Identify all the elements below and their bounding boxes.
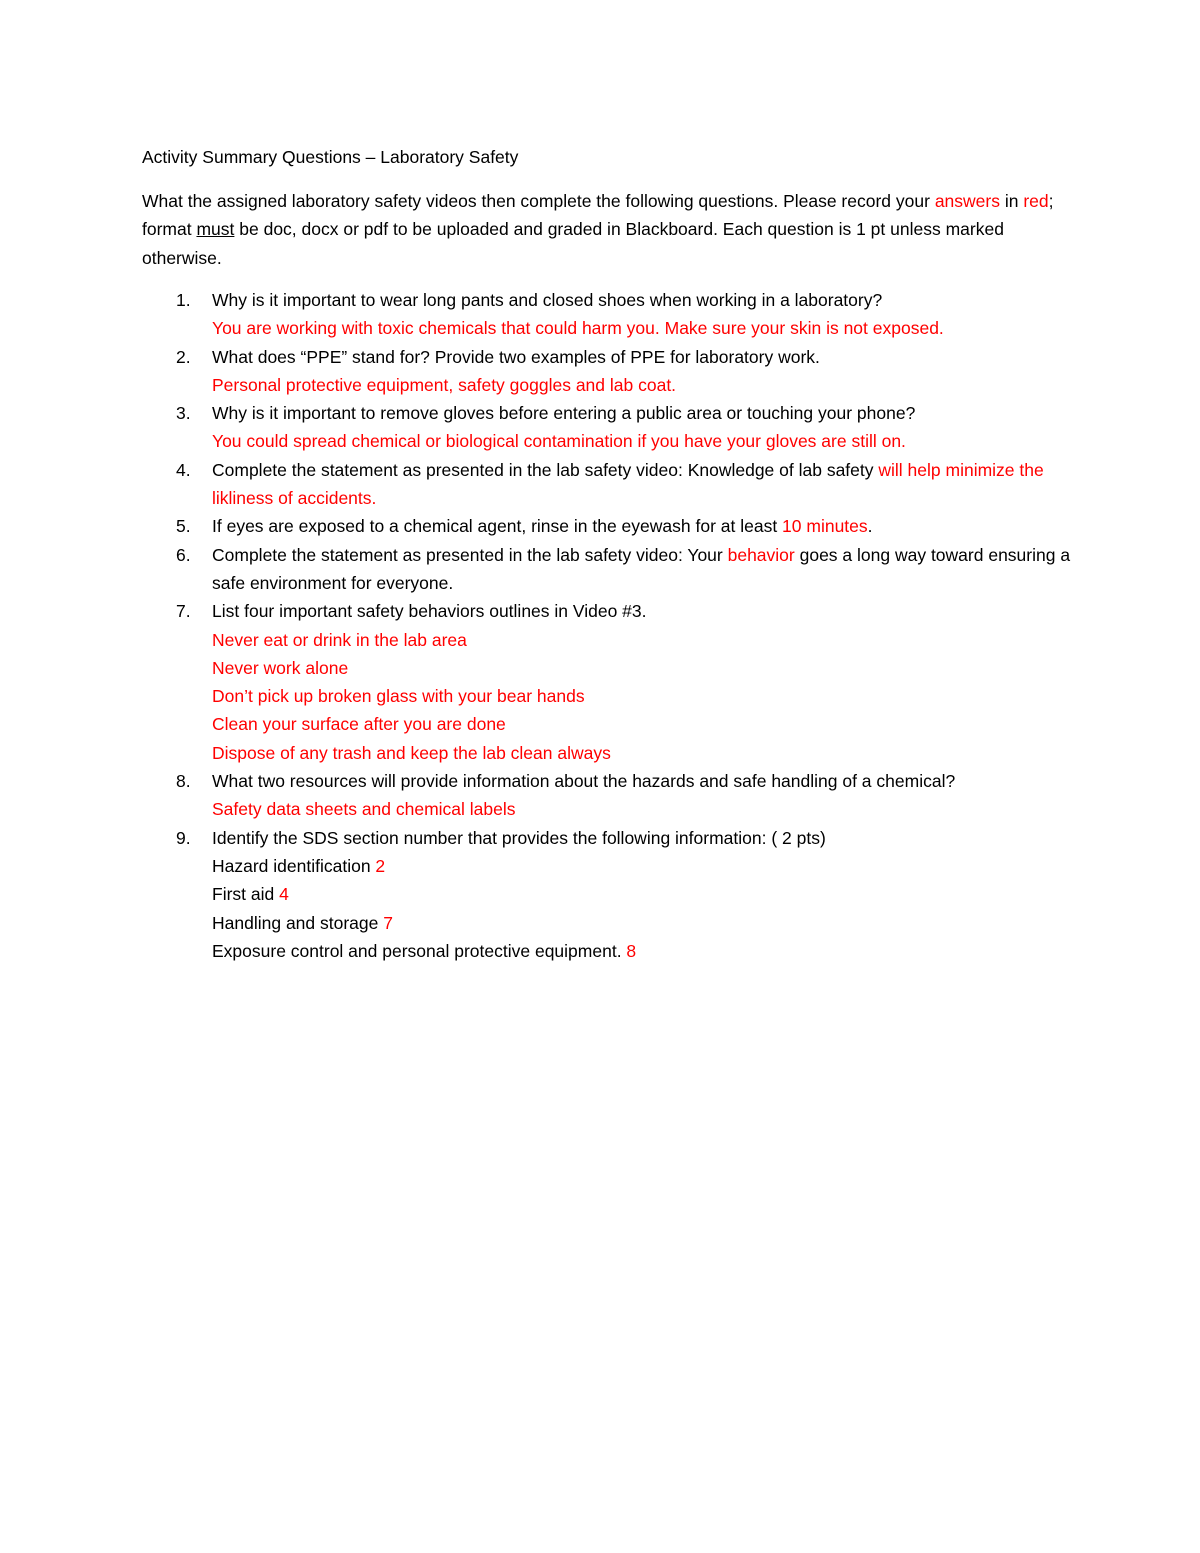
sds-item-label: Hazard identification — [212, 855, 376, 876]
question-body — [212, 456, 1092, 513]
sds-item-label: Exposure control and personal protective equipment. — [212, 940, 627, 961]
answer-item: Never eat or drink in the lab area — [212, 629, 467, 650]
question-7 — [0, 597, 1092, 767]
question-tail: . — [867, 516, 873, 537]
intro-must-word: must — [196, 219, 235, 240]
question-1 — [0, 286, 1092, 343]
answer-item: Clean your surface after you are done — [212, 714, 506, 735]
question-number: 8. — [176, 771, 191, 792]
sds-item-answer: 8 — [626, 940, 637, 961]
question-text: Why is it important to wear long pants and closed shoes when working in a laboratory? — [212, 290, 883, 310]
question-5 — [0, 512, 1092, 540]
sds-item-answer: 4 — [279, 884, 289, 905]
intro-paragraph — [142, 187, 1062, 272]
sds-item — [212, 909, 1092, 937]
question-text: List four important safety behaviors outlines in Video #3. — [212, 601, 647, 622]
intro-red-word: red — [1023, 191, 1049, 211]
question-3 — [0, 399, 1092, 456]
answer-text: Safety data sheets and chemical labels — [212, 799, 516, 820]
sds-item-label: Handling and storage — [212, 912, 384, 933]
question-number: 3. — [176, 403, 191, 424]
question-4 — [0, 456, 1092, 513]
question-6 — [0, 541, 1092, 598]
document-title: Activity Summary Questions – Laboratory Safety — [142, 147, 519, 167]
question-number: 4. — [176, 459, 191, 480]
question-number: 1. — [176, 290, 191, 310]
question-tail: goes a long way toward ensuring a safe environment for everyone. — [212, 544, 1071, 593]
question-text: If eyes are exposed to a chemical agent, rinse in the eyewash for at least — [212, 516, 783, 537]
question-2 — [0, 343, 1092, 400]
question-text: Identify the SDS section number that provides the following information: ( 2 pts) — [212, 827, 826, 848]
intro-text-1: What the assigned laboratory safety videos then complete the following questions. Please record your — [142, 191, 935, 211]
answer-item: Don’t pick up broken glass with your bear hands — [212, 686, 585, 707]
question-text: Complete the statement as presented in the lab safety video: Your — [212, 544, 728, 565]
answer-item: Never work alone — [212, 657, 349, 678]
sds-item — [212, 880, 1092, 908]
sds-item-answer: 2 — [375, 855, 386, 876]
intro-text-2: in — [999, 191, 1024, 211]
answer-text: 10 minutes — [782, 516, 868, 537]
question-text: What does “PPE” stand for? Provide two examples of PPE for laboratory work. — [212, 346, 820, 367]
answer-text: You could spread chemical or biological contamination if you have your gloves are still on. — [212, 431, 906, 452]
sds-item — [212, 937, 1092, 965]
question-text: Why is it important to remove gloves before entering a public area or touching your phone? — [212, 403, 916, 424]
intro-text-3: ; format — [142, 191, 1054, 240]
sds-item-label: First aid — [212, 884, 280, 905]
answer-text: Personal protective equipment, safety goggles and lab coat. — [212, 374, 677, 395]
sds-item — [212, 852, 1092, 880]
question-9 — [0, 824, 1092, 965]
answer-item: Dispose of any trash and keep the lab clean always — [212, 742, 611, 763]
question-text: What two resources will provide information about the hazards and safe handling of a chemical? — [212, 771, 956, 792]
question-body — [212, 512, 1092, 540]
answer-text: behavior — [727, 544, 795, 565]
question-text: Complete the statement as presented in the lab safety video: Knowledge of lab safety — [212, 459, 879, 480]
question-number: 9. — [176, 827, 191, 848]
sds-item-answer: 7 — [383, 912, 393, 933]
intro-answers-word: answers — [934, 191, 1000, 211]
question-body — [212, 541, 1092, 598]
answer-text: You are working with toxic chemicals that could harm you. Make sure your skin is not exposed. — [212, 318, 944, 339]
question-list — [0, 286, 1200, 965]
question-number: 2. — [176, 346, 191, 367]
question-number: 6. — [176, 544, 191, 565]
intro-text-4: be doc, docx or pdf to be uploaded and graded in Blackboard. Each question is 1 pt unless marked otherwise. — [142, 219, 1004, 268]
question-8 — [0, 767, 1092, 824]
question-number: 7. — [176, 601, 191, 622]
answer-text: will help minimize the likliness of accidents. — [212, 459, 1044, 509]
question-number: 5. — [176, 516, 191, 537]
